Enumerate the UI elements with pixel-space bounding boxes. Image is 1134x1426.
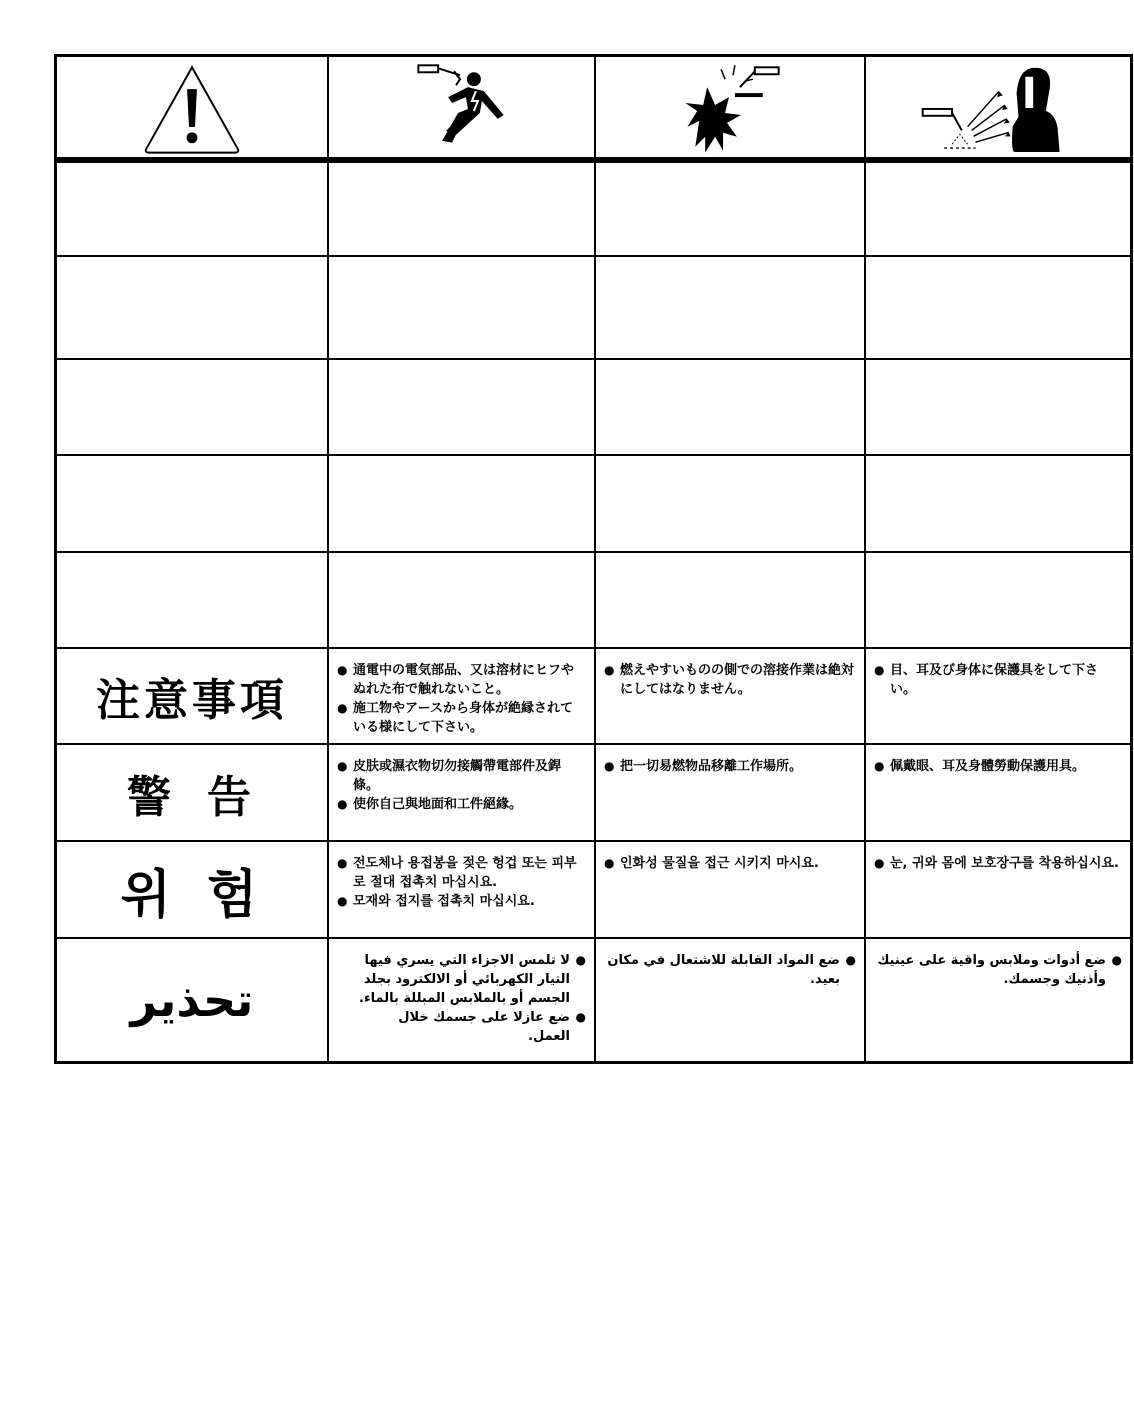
- list-item: ● 인화성 물질을 접근 시키지 마시요.: [604, 854, 854, 873]
- empty-row: [57, 553, 1130, 647]
- language-label-korean: 위험: [120, 865, 294, 925]
- list-item: ● ضع عازلا على جسمك خلال العمل.: [359, 1008, 586, 1046]
- icon-cell-shock: [329, 57, 596, 157]
- list-item: ● لا تلمس الاجزاء التي يسري فيها التيار الكهربائي أو الالكترود بجلد الجسم أو بالملابس المبللة بالماء.: [359, 951, 586, 1008]
- warning-table: [54, 54, 1133, 1064]
- list-item: ● 燃えやすいものの側での溶接作業は絶対にしてはなりません。: [604, 661, 854, 699]
- list-item: ● 通電中の電気部品、又は溶材にヒフやぬれた布で触れないこと。: [337, 661, 584, 699]
- icon-cell-fire: [596, 57, 866, 157]
- warning-text: [874, 661, 1120, 699]
- list-item: ● 모재와 접지를 접촉치 마십시요.: [337, 892, 584, 911]
- electric-shock-icon: [329, 57, 594, 157]
- warning-text: [337, 757, 584, 814]
- warning-text: [337, 854, 584, 911]
- list-item: ● ضع أدوات وملابس واقية على عينيك وأذنيك وجسمك.: [876, 951, 1122, 989]
- list-item: ● 佩戴眼、耳及身體勞動保護用具。: [874, 757, 1120, 776]
- language-label-arabic: تحذير: [130, 973, 254, 1027]
- list-item: ● ضع المواد القابلة للاشتعال في مكان بعيد.: [606, 951, 856, 989]
- list-item: ● 施工物やアースから身体が絶縁されている様にして下さい。: [337, 699, 584, 737]
- row-chinese: [57, 745, 1130, 840]
- warning-text: [874, 757, 1120, 776]
- row-korean: [57, 842, 1130, 937]
- icon-row: [57, 57, 1130, 157]
- row-japanese: [57, 649, 1130, 743]
- warning-text: [359, 951, 586, 1046]
- warning-text: [604, 757, 854, 776]
- warning-text: [876, 951, 1122, 989]
- list-item: ● 使你自己與地面和工件絕緣。: [337, 795, 584, 814]
- warning-text: [606, 951, 856, 989]
- list-item: ● 눈, 귀와 몸에 보호장구를 착용하십시요.: [874, 854, 1120, 873]
- empty-row: [57, 360, 1130, 454]
- row-arabic: [57, 939, 1130, 1061]
- language-label-chinese: 警告: [127, 771, 287, 823]
- icon-cell-arc: [866, 57, 1130, 157]
- list-item: ● 皮肤或濕衣物切勿接觸帶電部件及銲條。: [337, 757, 584, 795]
- list-item: ● 전도체나 용접봉을 젖은 헝겁 또는 피부로 절대 접촉치 마십시요.: [337, 854, 584, 892]
- arc-rays-icon: [866, 57, 1130, 157]
- fire-explosion-icon: [596, 57, 864, 157]
- empty-row: [57, 456, 1130, 551]
- list-item: ● 目、耳及び身体に保護具をして下さい。: [874, 661, 1120, 699]
- warning-triangle-icon: [57, 57, 327, 157]
- language-label-japanese: 注意事項: [96, 675, 288, 726]
- warning-text: [604, 854, 854, 873]
- list-item: ● 把一切易燃物品移離工作場所。: [604, 757, 854, 776]
- icon-cell-general: [57, 57, 329, 157]
- warning-text: [874, 854, 1120, 873]
- warning-text: [337, 661, 584, 737]
- warning-text: [604, 661, 854, 699]
- empty-row: [57, 163, 1130, 255]
- empty-row: [57, 257, 1130, 358]
